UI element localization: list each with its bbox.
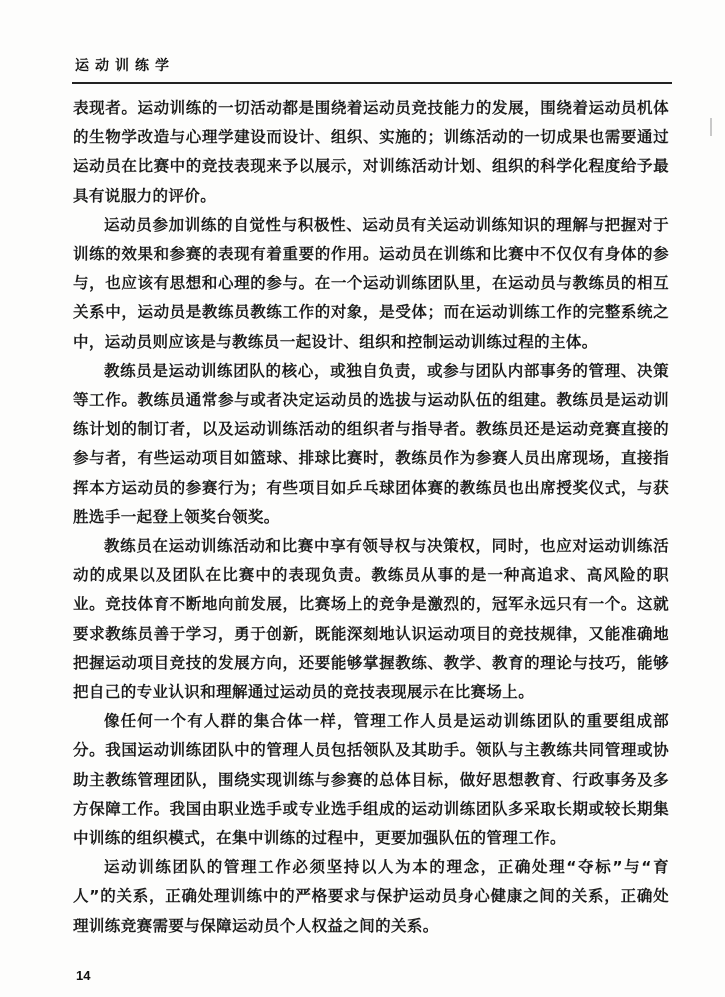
- paragraph-athlete-role: 运动员参加训练的自觉性与积极性、运动员有关运动训练知识的理解与把握对于训练的效果和参赛的表现有着重要的作用。运动员在训练和比赛中不仅仅有身体的参与，也应该有思想和心理的参与。在一个运动训练团队里，在运动员与教练员的相互关系中，运动员是教练员教练工作的对象，是受体；而在运动训练工作的完整系统之中，运动员则应该是与教练员一起设计、组织和控制运动训练过程的主体。: [73, 215, 669, 351]
- paragraph-management-principles: 运动训练团队的管理工作必须坚持以人为本的理念，正确处理“夺标”与“育人”的关系，正确处理训练中的严格要求与保护运动员身心健康之间的关系，正确处理训练竞赛需要与保障运动员个人权益之间的关系。: [73, 858, 669, 935]
- running-title: 运动训练学: [75, 58, 175, 74]
- body-text: [73, 94, 669, 941]
- header-rule: [72, 82, 672, 84]
- scan-edge-mark: [710, 118, 712, 136]
- paragraph-management-staff: 像任何一个有人群的集合体一样，管理工作人员是运动训练团队的重要组成部分。我国运动训练团队中的管理人员包括领队及其助手。领队与主教练共同管理或协助主教练管理团队，围绕实现训练与参赛的总体目标，做好思想教育、行政事务及多方保障工作。我国由职业选手或专业选手组成的运动训练团队多采取长期或较长期集中训练的组织模式，在集中训练的过程中，更要加强队伍的管理工作。: [73, 712, 669, 848]
- paragraph-continuation: 表现者。运动训练的一切活动都是围绕着运动员竞技能力的发展，围绕着运动员机体的生物学改造与心理学建设而设计、组织、实施的；训练活动的一切成果也需要通过运动员在比赛中的竞技表现来予以展示，对训练活动计划、组织的科学化程度给予最具有说服力的评价。: [73, 99, 669, 205]
- page-number: 14: [76, 968, 91, 983]
- paragraph-coach-core: 教练员是运动训练团队的核心，或独自负责，或参与团队内部事务的管理、决策等工作。教练员通常参与或者决定运动员的选拔与运动队伍的组建。教练员是运动训练计划的制订者，以及运动训练活动的组织者与指导者。教练员还是运动竞赛直接的参与者，有些运动项目如篮球、排球比赛时，教练员作为参赛人员出席现场，直接指挥本方运动员的参赛行为；有些项目如乒乓球团体赛的教练员也出席授奖仪式，与获胜选手一起登上领奖台领奖。: [73, 361, 669, 526]
- paragraph-coach-responsibility: 教练员在运动训练活动和比赛中享有领导权与决策权，同时，也应对运动训练活动的成果以及团队在比赛中的表现负责。教练员从事的是一种高追求、高风险的职业。竞技体育不断地向前发展，比赛场上的竞争是激烈的，冠军永远只有一个。这就要求教练员善于学习，勇于创新，既能深刻地认识运动项目的竞技规律，又能准确地把握运动项目竞技的发展方向，还要能够掌握教练、教学、教育的理论与技巧，能够把自己的专业认识和理解通过运动员的竞技表现展示在比赛场上。: [73, 537, 669, 702]
